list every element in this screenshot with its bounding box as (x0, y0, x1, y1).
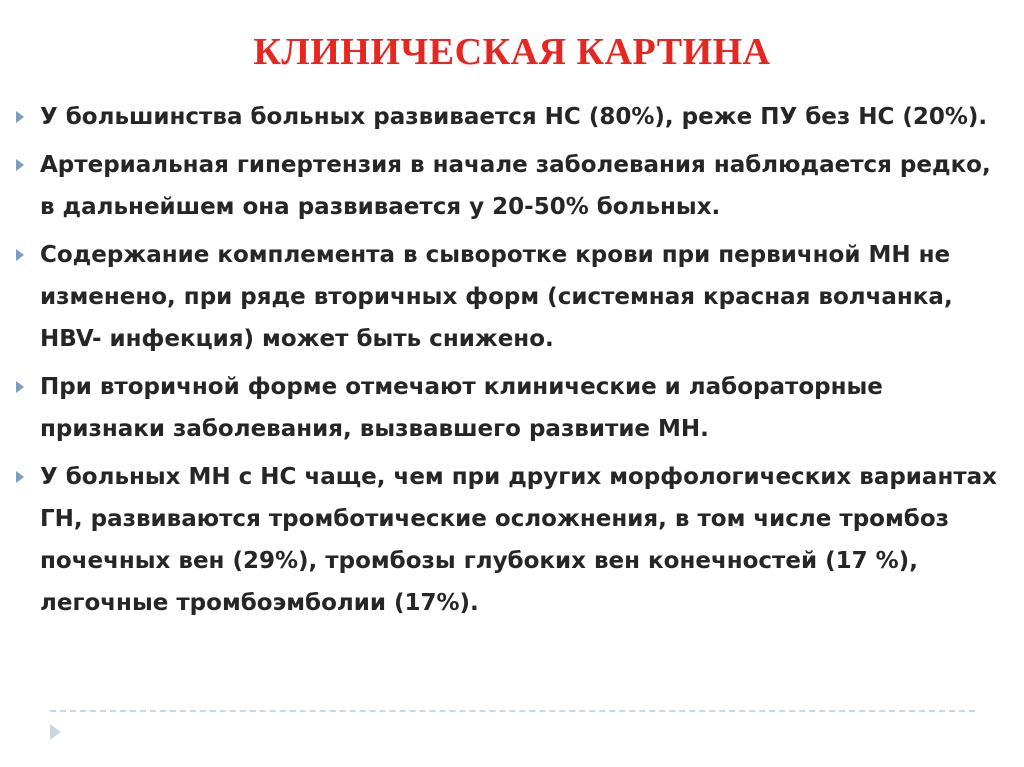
bullet-arrow-icon (16, 111, 24, 123)
bullet-text: Содержание комплемента в сыворотке крови при первичной МН не изменено, при ряде вторичных форм (системная красная волчанка, HBV- инфекция) может быть снижено. (40, 242, 953, 352)
bullet-text: У большинства больных развивается НС (80%), реже ПУ без НС (20%). (40, 104, 988, 130)
footer-divider (50, 710, 975, 712)
bullet-arrow-icon (16, 381, 24, 393)
bullet-arrow-icon (16, 471, 24, 483)
bullet-arrow-icon (16, 249, 24, 261)
bullet-list (0, 96, 1024, 630)
bullet-arrow-icon (16, 159, 24, 171)
bullet-item (0, 234, 1024, 360)
bullet-text: Артериальная гипертензия в начале заболевания наблюдается редко, в дальнейшем она развивается у 20-50% больных. (40, 152, 991, 220)
bullet-item (0, 366, 1024, 450)
bullet-text: У больных МН с НС чаще, чем при других морфологических вариантах ГН, развиваются тромботические осложнения, в том числе тромбоз почечных вен (29%), тромбозы глубоких вен конечностей (17 %), легочные тромбоэмболии (17%). (40, 464, 998, 616)
bullet-item (0, 144, 1024, 228)
bullet-item (0, 96, 1024, 138)
bullet-item (0, 456, 1024, 624)
bullet-text: При вторичной форме отмечают клинические и лабораторные признаки заболевания, вызвавшего развитие МН. (40, 374, 883, 442)
triangle-marker-icon (50, 724, 61, 740)
slide-title: КЛИНИЧЕСКАЯ КАРТИНА (253, 31, 771, 73)
